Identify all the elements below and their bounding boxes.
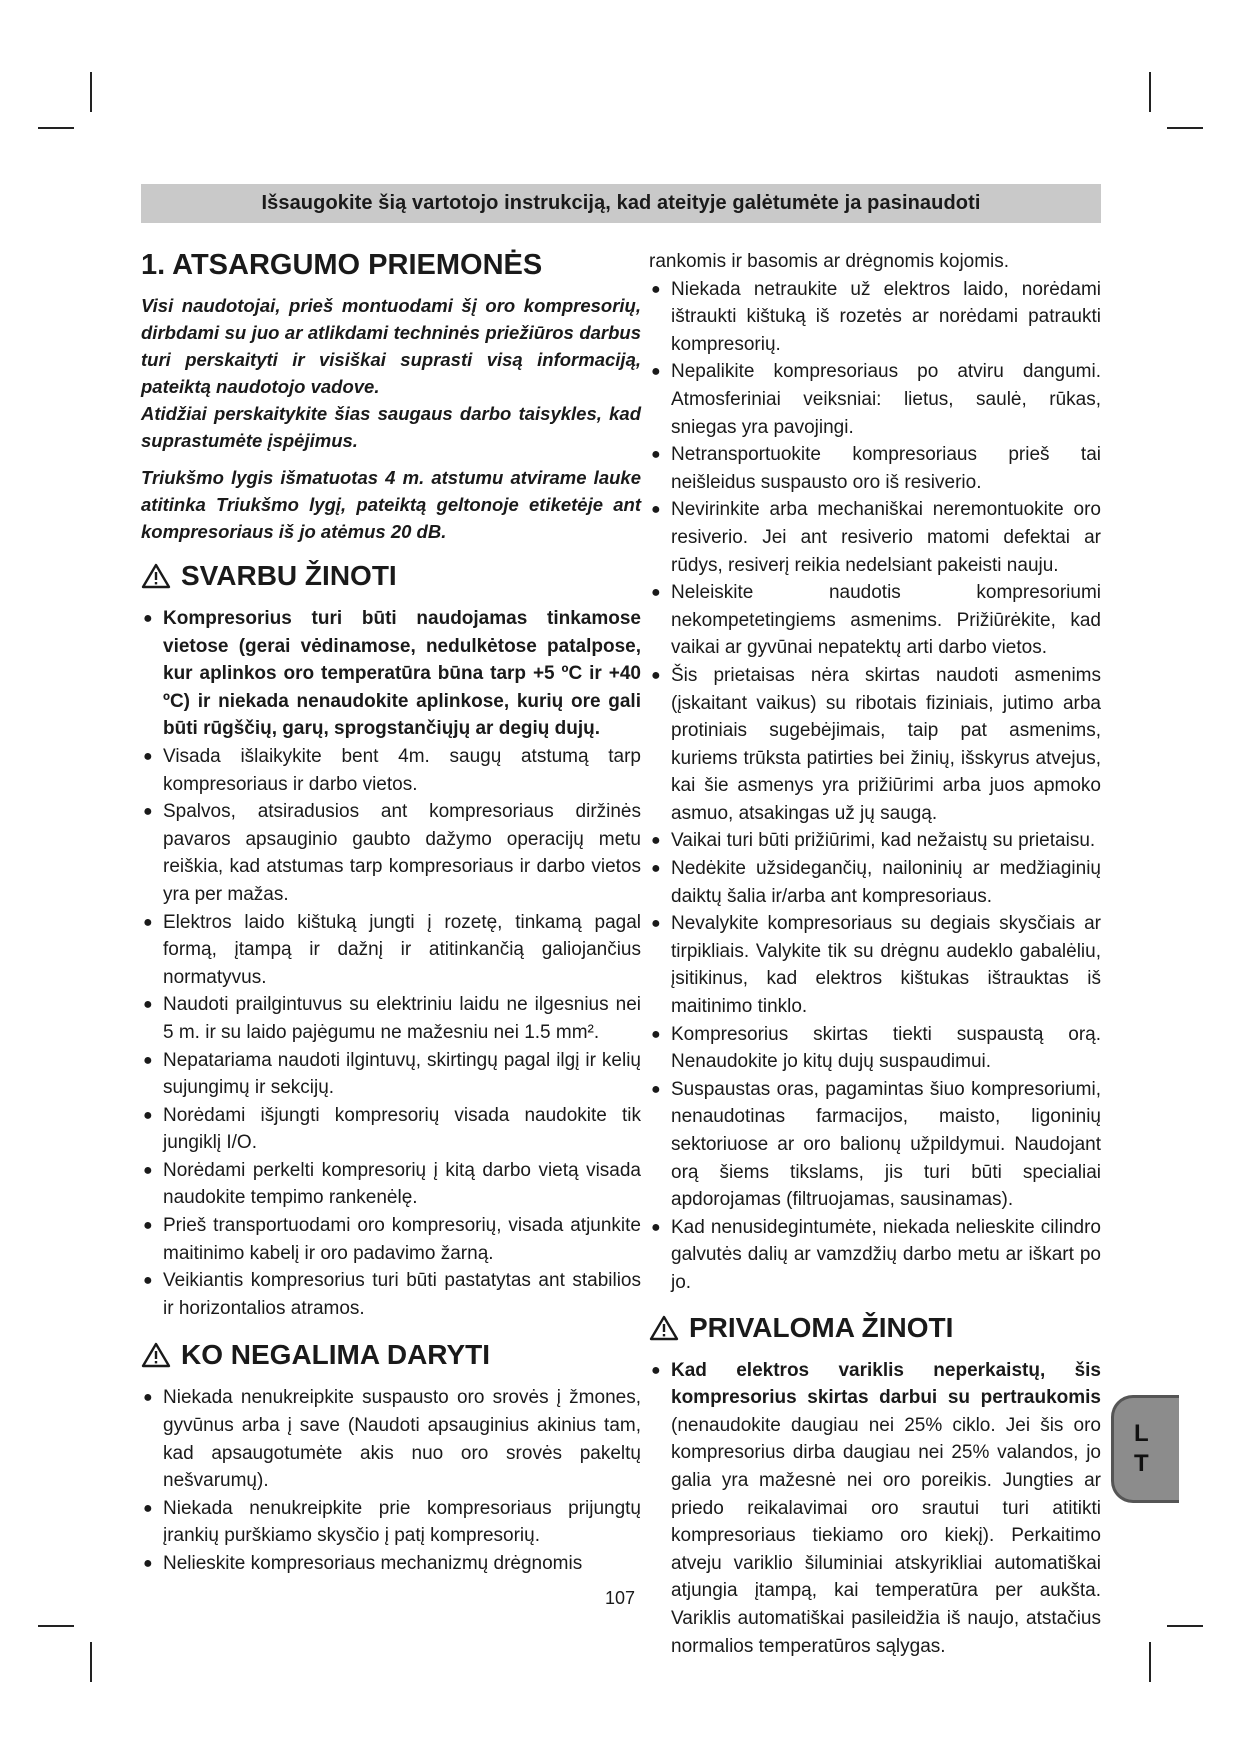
list-item: ● Visada išlaikykite bent 4m. saugų atstumą tarp kompresoriaus ir darbo vietos.: [141, 743, 641, 798]
list-item: ● Neleiskite naudotis kompresoriumi nekompetetingiems asmenims. Prižiūrėkite, kad vaikai ar gyvūnai nepatektų arti darbo vietos.: [649, 579, 1101, 662]
list-item: ● Vaikai turi būti prižiūrimi, kad nežaistų su prietaisu.: [649, 827, 1101, 855]
bullet-icon: ●: [651, 860, 661, 878]
list-item: ● Norėdami išjungti kompresorių visada naudokite tik jungiklį I/O.: [141, 1102, 641, 1157]
list-item: ● Nevirinkite arba mechaniškai neremontuokite oro resiverio. Jei ant resiverio matomi defektai ar rūdys, resiverį reikia nedelsiant pakeisti nauju.: [649, 496, 1101, 579]
language-tab-letter: T: [1134, 1450, 1149, 1477]
intro-paragraph: Visi naudotojai, prieš montuodami šį oro kompresorių, dirbdami su juo ar atlikdami techninės priežiūros darbus turi perskaityti ir visiškai suprasti visą informaciją, pateiktą naudotojo vadove.: [141, 295, 641, 397]
list-item: ● Kompresorius skirtas tiekti suspaustą orą. Nenaudokite jo kitų dujų suspaudimui.: [649, 1021, 1101, 1076]
list-item: ● Suspaustas oras, pagamintas šiuo kompresoriumi, nenaudotinas farmacijos, maisto, ligoninių sektoriuose ar oro balionų užpildymui. Naudojant orą šiems tikslams, jis turi būti specialiai apdorojamas (filtruojamas, sausinamas).: [649, 1076, 1101, 1214]
list-item: ● Šis prietaisas nėra skirtas naudoti asmenims (įskaitant vaikus) su ribotais fiziniais, jutimo arba protiniais sugebėjimais, taip pat asmenims, kuriems trūksta patirties bei žinių, išskyrus atvejus, kai šie asmenys yra prižiūrimi arba juos apmoko asmuo, atsakingas už jų saugą.: [649, 662, 1101, 828]
language-tab-letter: L: [1134, 1420, 1149, 1447]
bullet-icon: ●: [651, 832, 661, 850]
list-item: ● Nelieskite kompresoriaus mechanizmų drėgnomis: [141, 1550, 641, 1578]
bullet-icon: ●: [143, 1389, 153, 1407]
crop-mark: [1167, 1625, 1203, 1627]
donts-list: [141, 1384, 641, 1577]
list-item: ● Kompresorius turi būti naudojamas tinkamose vietose (gerai vėdinamose, nedulkėtose patalpose, kur aplinkos oro temperatūra būna tarp +5 ºC ir +40 ºC) ir niekada nenaudokite aplinkose, kurių ore gali būti rūgščių, garų, sprogstančiųjų ar degių dujų.: [141, 605, 641, 743]
list-item: ● Niekada nenukreipkite suspausto oro srovės į žmones, gyvūnus arba į save (Naudoti apsauginius akinius tam, kad apsaugotumėte akis nuo oro srovės pakeltų nešvarumų).: [141, 1384, 641, 1494]
donts-heading: [141, 1338, 641, 1372]
list-item: ● Veikiantis kompresorius turi būti pastatytas ant stabilios ir horizontalios atramos.: [141, 1267, 641, 1322]
donts-title: KO NEGALIMA DARYTI: [181, 1339, 491, 1371]
bullet-icon: ●: [651, 446, 661, 464]
continued-text: rankomis ir basomis ar drėgnomis kojomis.: [649, 251, 1010, 272]
list-item: ● Netransportuokite kompresoriaus prieš tai neišleidus suspausto oro iš resiverio.: [649, 441, 1101, 496]
list-item: ● Nevalykite kompresoriaus su degiais skysčiais ar tirpikliais. Valykite tik su drėgnu audeklo gabalėliu, įsitikinus, kad elektros kištukas ištrauktas iš maitinimo tinklo.: [649, 910, 1101, 1020]
warning-icon: [141, 563, 171, 589]
list-item: ● Nedėkite užsidegančių, nailoninių ar medžiaginių daiktų šalia ir/arba ant kompresoriaus.: [649, 855, 1101, 910]
bullet-icon: ●: [143, 1555, 153, 1572]
warning-icon: [141, 1342, 171, 1368]
crop-mark: [1149, 1642, 1151, 1682]
list-item: ● Kad nenusidegintumėte, niekada nelieskite cilindro galvutės dalių ar vamzdžių darbo metu ar iškart po jo.: [649, 1214, 1101, 1297]
crop-mark: [38, 127, 74, 129]
list-item: ● Niekada netraukite už elektros laido, norėdami ištraukti kištuką iš rozetės ar norėdami patraukti kompresorių.: [649, 276, 1101, 359]
list-item: ● Elektros laido kištuką jungti į rozetę, tinkamą pagal formą, įtampą ir dažnį ir atitinkančią galiojančius normatyvus.: [141, 909, 641, 992]
important-list: [141, 605, 641, 1322]
page-number: 107: [604, 1588, 636, 1608]
left-column: [141, 246, 641, 1578]
crop-mark: [90, 72, 92, 112]
list-item: ● Nepalikite kompresoriaus po atviru dangumi. Atmosferiniai veiksniai: lietus, saulė, rūkas, sniegas yra pavojingi.: [649, 358, 1101, 441]
bullet-icon: ●: [651, 280, 661, 298]
crop-mark: [90, 1642, 92, 1682]
important-title: SVARBU ŽINOTI: [181, 560, 397, 591]
header-banner: Išsaugokite šią vartotojo instrukciją, kad ateityje galėtumėte ja pasinaudoti: [141, 184, 1101, 223]
mandatory-heading: [649, 1311, 1101, 1345]
crop-mark: [1167, 127, 1203, 129]
list-item: ● Spalvos, atsiradusios ant kompresoriaus diržinės pavaros apsauginio gaubto dažymo operacijų metu reiškia, kad atstumas tarp kompresoriaus ir darbo vietos yra per mažas.: [141, 798, 641, 908]
bullet-icon: ●: [651, 501, 661, 519]
right-column: [649, 248, 1101, 1660]
section-title: 1. ATSARGUMO PRIEMONĖS: [141, 249, 543, 281]
bullet-icon: ●: [651, 666, 661, 684]
bullet-icon: ●: [143, 1217, 153, 1235]
intro-paragraph: Atidžiai perskaitykite šias saugaus darbo taisykles, kad suprastumėte įspėjimus.: [141, 403, 641, 451]
bullet-icon: ●: [651, 1361, 661, 1379]
bullet-icon: ●: [651, 1218, 661, 1236]
bullet-icon: ●: [651, 915, 661, 933]
important-heading: [141, 559, 641, 593]
bullet-icon: ●: [651, 363, 661, 381]
list-item: ● Norėdami perkelti kompresorių į kitą darbo vietą visada naudokite tempimo rankenėlę.: [141, 1157, 641, 1212]
crop-mark: [38, 1625, 74, 1627]
list-item: ● Nepatariama naudoti ilgintuvų, skirtingų pagal ilgį ir kelių sujungimų ir sekcijų.: [141, 1047, 641, 1102]
bullet-icon: ●: [143, 1499, 153, 1517]
bullet-icon: ●: [143, 1272, 153, 1290]
bullet-icon: ●: [651, 1080, 661, 1098]
mandatory-bold-text: Kad elektros variklis neperkaistų, šis kompresorius skirtas darbui su pertraukomis: [671, 1359, 1101, 1409]
list-item: ● Naudoti prailgintuvus su elektriniu laidu ne ilgesnius nei 5 m. ir su laido pajėgumu ne mažesniu nei 1.5 mm².: [141, 991, 641, 1046]
bullet-icon: ●: [651, 1025, 661, 1043]
list-item: ● Prieš transportuodami oro kompresorių, visada atjunkite maitinimo kabelį ir oro padavimo žarną.: [141, 1212, 641, 1267]
crop-mark: [1149, 72, 1151, 112]
list-item: ● Niekada nenukreipkite prie kompresoriaus prijungtų įrankių purškiamo skysčio į patį kompresorių.: [141, 1495, 641, 1550]
mandatory-title: PRIVALOMA ŽINOTI: [689, 1311, 954, 1343]
donts-list-continued: [649, 276, 1101, 1297]
bullet-icon: ●: [143, 803, 153, 821]
bullet-icon: ●: [143, 913, 153, 931]
mandatory-list: [649, 1357, 1101, 1661]
bullet-icon: ●: [143, 1051, 153, 1069]
bullet-icon: ●: [143, 747, 153, 765]
bullet-icon: ●: [143, 610, 153, 627]
bullet-icon: ●: [143, 1161, 153, 1179]
mandatory-text: (nenaudokite daugiau nei 25% ciklo. Jei šis oro kompresorius dirba daugiau nei 25% valandos, jo galia yra mažesnė nei oro poreikis. Jungties ar priedo reikalavimai oro srautui turi atitikti kompresoriaus tiekiamo oro kiekį). Perkaitimo atveju variklio šiluminiai atskyrikliai automatiškai atjungia įtampą, kai temperatūra per aukšta. Variklis automatiškai pasileidžia iš naujo, atstačius normalios temperatūros sąlygas.: [671, 1414, 1101, 1657]
noise-paragraph: Triukšmo lygis išmatuotas 4 m. atstumu atvirame lauke atitinka Triukšmo lygį, pateiktą geltonoje etiketėje ant kompresoriaus iš jo atėmus 20 dB.: [141, 467, 641, 542]
warning-icon: [649, 1315, 679, 1341]
bullet-icon: ●: [651, 584, 661, 602]
list-item: [649, 1357, 1101, 1661]
language-tab: [1111, 1395, 1179, 1503]
bullet-icon: ●: [143, 996, 153, 1014]
bullet-icon: ●: [143, 1106, 153, 1124]
